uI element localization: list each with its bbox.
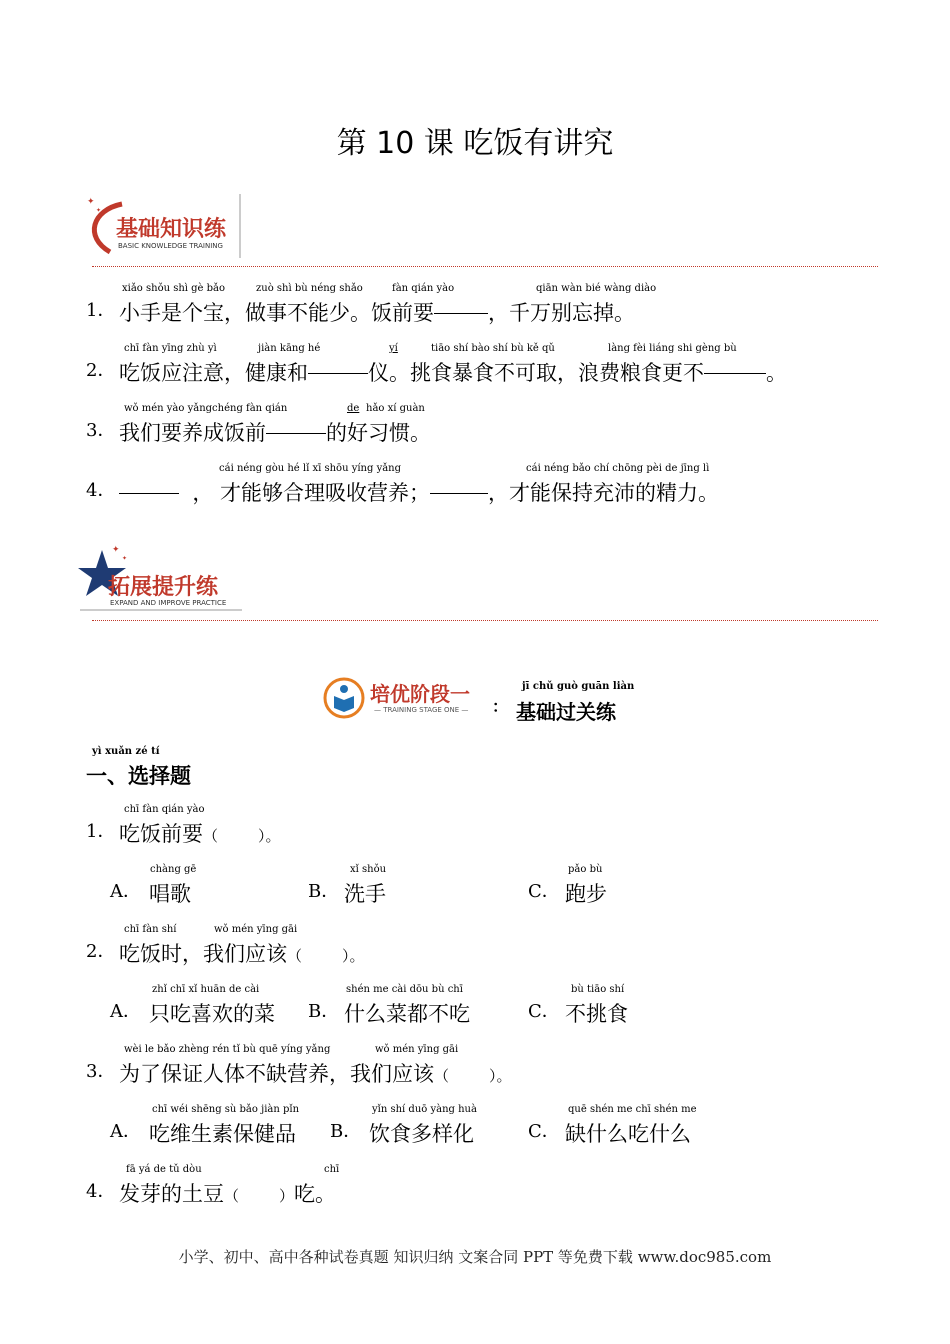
answer-paren-open: （ — [224, 1187, 240, 1205]
footer-text: 小学、初中、高中各种试卷真题 知识归纳 文案合同 PPT 等免费下载 www.doc985.com — [178, 1248, 772, 1266]
pinyin: chī fàn qián yào — [124, 804, 205, 815]
question-stem — [119, 818, 281, 848]
answer-blank[interactable] — [119, 493, 179, 494]
pinyin: làng fèi liáng shi gèng bù — [608, 343, 737, 354]
question-stem — [119, 1058, 512, 1088]
pinyin: chī wéi shēng sù bǎo jiàn pǐn — [152, 1104, 300, 1115]
question-stem — [119, 938, 365, 968]
pinyin: yǐn shí duō yàng huà — [372, 1104, 477, 1115]
option-letter: A． — [110, 1001, 141, 1022]
pinyin: tiāo shí bào shí bù kě qǔ — [431, 343, 555, 354]
fill-text-part: 吃饭应注意， — [119, 361, 245, 385]
pinyin: chī — [324, 1164, 340, 1175]
question-number: 2． — [86, 941, 116, 962]
fill-text-part: 饭前要 — [371, 301, 434, 325]
training-stage-badge — [322, 676, 502, 722]
pinyin: zuò shì bù néng shǎo — [256, 283, 363, 294]
pinyin: jī chǔ guò guān liàn — [522, 681, 635, 692]
question-stem — [119, 1178, 336, 1208]
fill-text-part: 我们要养成饭前 — [119, 421, 266, 445]
pinyin: pǎo bù — [568, 864, 603, 875]
option-letter: B． — [308, 881, 340, 902]
pinyin: fàn qián yào — [392, 283, 455, 294]
option-letter: B． — [330, 1121, 362, 1142]
svg-text:✦: ✦ — [87, 197, 95, 207]
stem-text: 吃饭时，我们应该 — [119, 942, 287, 966]
answer-paren-close: ）。 — [258, 827, 281, 845]
stem-text: 吃饭前要 — [119, 822, 203, 846]
fill-text-part: 的好习惯。 — [326, 421, 431, 445]
answer-paren-close: ）。 — [342, 947, 365, 965]
fill-item-number: 4． — [86, 480, 116, 501]
pinyin: zhǐ chī xǐ huān de cài — [152, 984, 260, 995]
answer-blank[interactable] — [308, 373, 368, 374]
pinyin: wǒ mén yīng gāi — [375, 1044, 459, 1055]
pinyin: de — [347, 403, 360, 414]
fill-text-part: ， — [488, 301, 509, 325]
fill-item-number: 1． — [86, 300, 116, 321]
fill-text-part: ， — [192, 481, 214, 505]
expand-improve-badge — [78, 542, 244, 612]
fill-text — [119, 417, 431, 447]
fill-text-part: 挑食暴食不可取， — [410, 361, 578, 385]
pinyin: qiān wàn bié wàng diào — [536, 283, 657, 294]
pinyin: chī fàn yīng zhù yì — [124, 343, 217, 354]
question-number: 3． — [86, 1061, 116, 1082]
fill-text-part: ， — [488, 481, 510, 505]
pinyin: wǒ mén yīng gāi — [214, 924, 298, 935]
answer-paren-open: （ — [434, 1067, 450, 1085]
pinyin: yì xuǎn zé tí — [92, 746, 160, 757]
pinyin: yí — [389, 343, 398, 354]
stage-colon: ： — [492, 697, 509, 716]
fill-text-part: 仪。 — [368, 361, 410, 385]
pinyin: chī fàn shí — [124, 924, 177, 935]
answer-paren-close: ）。 — [489, 1067, 512, 1085]
fill-text-part: 。 — [766, 361, 787, 385]
option-text[interactable]: 不挑食 — [565, 1002, 628, 1026]
answer-blank[interactable] — [704, 373, 766, 374]
option-letter: C． — [528, 881, 560, 902]
fill-item-number: 2． — [86, 360, 116, 381]
fill-text-part: 做事不能少。 — [245, 301, 371, 325]
fill-item-number: 3． — [86, 420, 116, 441]
fill-text-part: 浪费粮食更不 — [578, 361, 704, 385]
fill-text-part: 千万别忘掉。 — [509, 301, 635, 325]
pinyin: hǎo xí guàn — [366, 403, 425, 414]
dotted-divider — [92, 620, 878, 621]
option-text[interactable]: 吃维生素保健品 — [149, 1122, 296, 1146]
svg-text:✦: ✦ — [122, 555, 128, 562]
answer-paren-open: （ — [203, 827, 219, 845]
option-text[interactable]: 洗手 — [344, 882, 386, 906]
svg-text:✦: ✦ — [96, 207, 102, 214]
basic-knowledge-badge — [82, 192, 244, 260]
answer-blank[interactable] — [434, 313, 488, 314]
option-letter: A． — [110, 1121, 141, 1142]
pinyin: wǒ mén yào yǎngchéng fàn qián — [124, 403, 288, 414]
pinyin: wèi le bǎo zhèng rén tǐ bù quē yíng yǎng — [124, 1044, 331, 1055]
fill-text-part: 健康和 — [245, 361, 308, 385]
stage-badge-subtitle: — TRAINING STAGE ONE — — [374, 706, 469, 714]
fill-text — [119, 357, 787, 387]
dotted-divider — [92, 266, 878, 267]
pinyin: cái néng gòu hé lǐ xī shōu yíng yǎng — [219, 463, 402, 474]
answer-paren-close: ） — [279, 1187, 295, 1205]
section-heading: 一、选择题 — [86, 764, 191, 788]
option-letter: C． — [528, 1001, 560, 1022]
reader-icon — [322, 676, 366, 720]
option-text[interactable]: 什么菜都不吃 — [344, 1002, 470, 1026]
fill-text-part: 小手是个宝， — [119, 301, 245, 325]
answer-blank[interactable] — [266, 433, 326, 434]
answer-blank[interactable] — [430, 493, 488, 494]
expand-badge-subtitle: EXPAND AND IMPROVE PRACTICE — [110, 599, 227, 607]
pinyin: xǐ shǒu — [350, 864, 387, 875]
question-number: 4． — [86, 1181, 116, 1202]
svg-text:✦: ✦ — [112, 545, 120, 555]
pinyin: jiàn kāng hé — [258, 343, 321, 354]
basic-badge-title: 基础知识练 — [116, 217, 227, 242]
pinyin: bù tiāo shí — [571, 984, 625, 995]
fill-text — [119, 477, 719, 507]
basic-badge-subtitle: BASIC KNOWLEDGE TRAINING — [118, 242, 223, 250]
pinyin: fā yá de tǔ dòu — [126, 1164, 202, 1175]
question-number: 1． — [86, 821, 116, 842]
option-text[interactable]: 只吃喜欢的菜 — [149, 1002, 275, 1026]
stem-text: 为了保证人体不缺营养，我们应该 — [119, 1062, 434, 1086]
pinyin: chàng gē — [150, 864, 197, 875]
fill-text — [119, 297, 635, 327]
stem-text: 发芽的土豆 — [119, 1182, 224, 1206]
stage-badge-title: 培优阶段一 — [370, 682, 470, 706]
option-letter: A． — [110, 881, 141, 902]
option-text[interactable]: 唱歌 — [149, 882, 191, 906]
pinyin: quē shén me chī shén me — [568, 1104, 697, 1115]
fill-text-part: 才能够合理吸收营养； — [220, 481, 431, 505]
option-letter: B． — [308, 1001, 340, 1022]
answer-paren-open: （ — [287, 947, 303, 965]
stage-heading: 基础过关练 — [516, 700, 616, 724]
option-text[interactable]: 缺什么吃什么 — [565, 1122, 691, 1146]
pinyin: xiǎo shǒu shì gè bǎo — [122, 283, 226, 294]
expand-badge-title: 拓展提升练 — [108, 575, 219, 600]
pinyin: cái néng bǎo chí chōng pèi de jīng lì — [526, 463, 710, 474]
pinyin: shén me cài dōu bù chī — [346, 984, 463, 995]
option-text[interactable]: 饮食多样化 — [369, 1122, 474, 1146]
page-title: 第 10 课 吃饭有讲究 — [336, 126, 614, 161]
option-letter: C． — [528, 1121, 560, 1142]
option-text[interactable]: 跑步 — [565, 882, 607, 906]
fill-text-part: 才能保持充沛的精力。 — [509, 481, 720, 505]
stem-tail: 吃。 — [294, 1182, 337, 1206]
